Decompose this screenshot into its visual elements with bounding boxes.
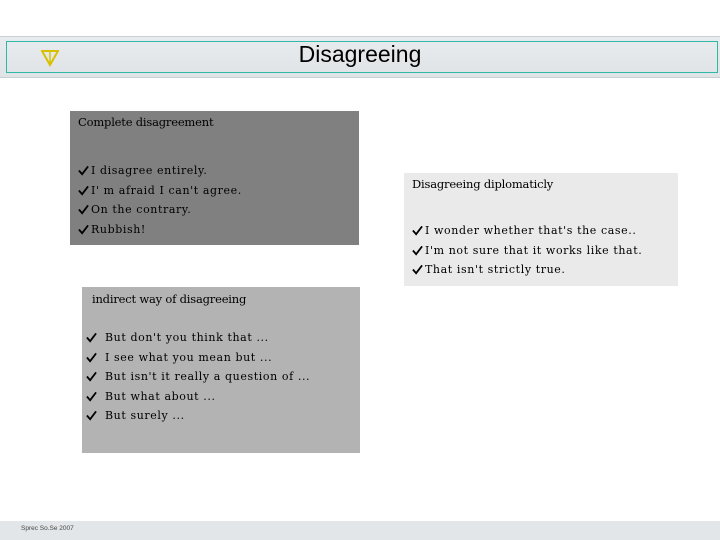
phrase-text: On the contrary.	[91, 203, 192, 216]
checkmark-icon	[86, 332, 97, 343]
box-title: indirect way of disagreeing	[92, 292, 247, 306]
checkmark-icon	[86, 410, 97, 421]
checkmark-icon	[412, 245, 423, 256]
list-item	[86, 348, 310, 368]
checkmark-icon	[78, 204, 89, 215]
list-item	[86, 406, 310, 426]
footer-text: Sprec So.Se 2007	[21, 525, 74, 532]
list-item	[78, 161, 242, 181]
checkmark-icon	[78, 224, 89, 235]
phrase-text: I see what you mean but ...	[105, 350, 273, 364]
checkmark-icon	[86, 371, 97, 382]
checkmark-icon	[78, 185, 89, 196]
list-item	[86, 367, 310, 387]
phrase-text: I disagree entirely.	[91, 164, 208, 177]
checkmark-icon	[412, 225, 423, 236]
title-bar	[0, 36, 720, 78]
list-item	[86, 328, 310, 348]
phrase-text: That isn't strictly true.	[425, 263, 566, 276]
indirect-disagreeing-box	[82, 287, 360, 453]
phrase-text: I wonder whether that's the case..	[425, 224, 637, 237]
phrase-list	[86, 328, 310, 426]
checkmark-icon	[86, 391, 97, 402]
list-item	[78, 220, 242, 240]
slide-title: Disagreeing	[298, 41, 422, 67]
list-item	[86, 387, 310, 407]
checkmark-icon	[78, 165, 89, 176]
diplomatic-disagreeing-box	[404, 173, 678, 286]
box-title: Complete disagreement	[78, 115, 214, 129]
list-item	[78, 200, 242, 220]
complete-disagreement-box	[70, 111, 359, 245]
phrase-text: But don't you think that ...	[105, 331, 269, 344]
phrase-text: I' m afraid I can't agree.	[91, 183, 242, 197]
box-title: Disagreeing diplomaticly	[412, 177, 554, 191]
footer-bar	[0, 521, 720, 540]
list-item	[412, 241, 642, 261]
phrase-list	[412, 221, 642, 280]
list-item	[412, 221, 642, 241]
phrase-text: Rubbish!	[91, 222, 146, 236]
phrase-text: But isn't it really a question of ...	[105, 370, 311, 383]
checkmark-icon	[412, 264, 423, 275]
phrase-text: But what about ...	[105, 389, 216, 403]
phrase-list	[78, 161, 242, 239]
phrase-text: I'm not sure that it works like that.	[425, 243, 643, 257]
phrase-text: But surely ...	[105, 409, 185, 422]
checkmark-icon	[86, 352, 97, 363]
list-item	[78, 181, 242, 201]
list-item	[412, 260, 642, 280]
